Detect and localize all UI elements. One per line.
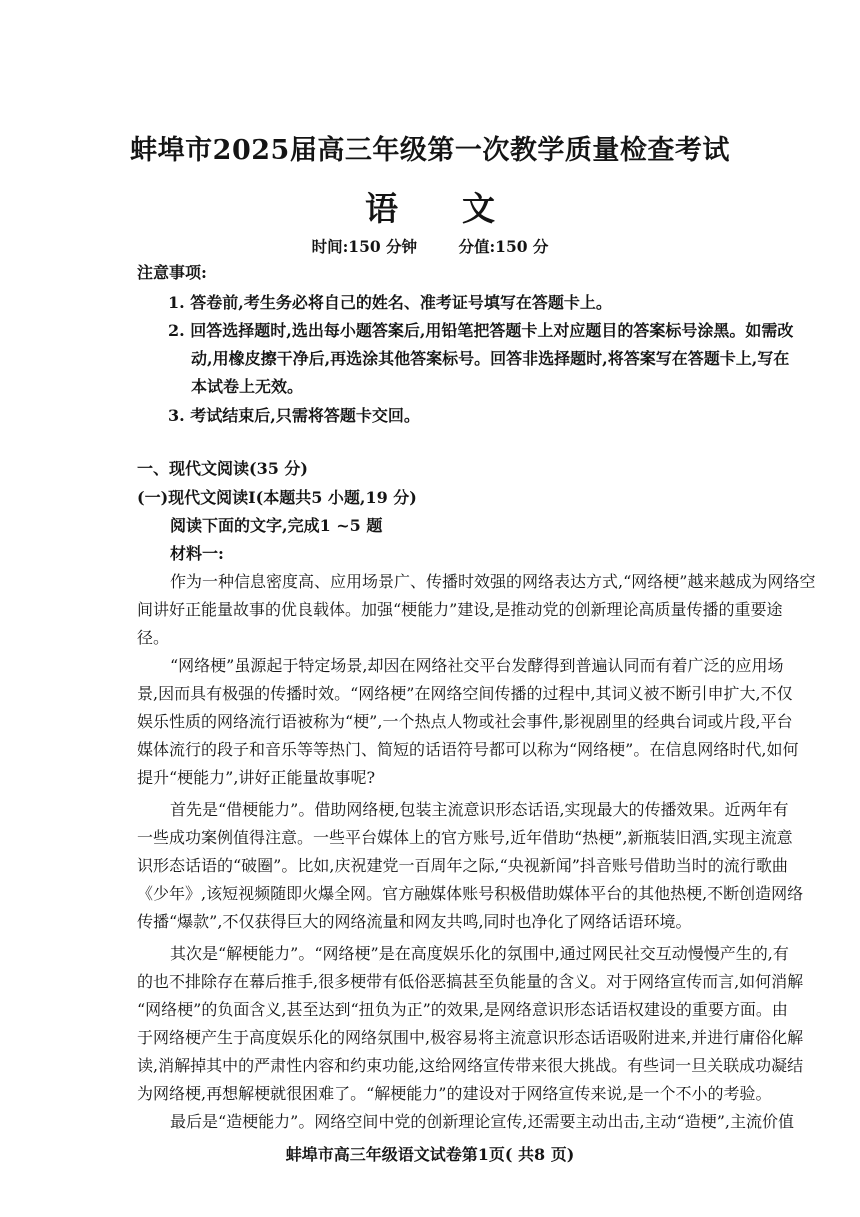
section-subheading: (一)现代文阅读Ⅰ(本题共5 小题,19 分) (137, 488, 417, 507)
passage-line: 传播“爆款”,不仅获得巨大的网络流量和网友共鸣,同时也净化了网络话语环境。 (137, 912, 692, 931)
section-instruction: 阅读下面的文字,完成1 ~5 题 (170, 516, 383, 535)
passage-line: “网络梗”的负面含义,甚至达到“扭负为正”的效果,是网络意识形态话语权建设的重要方面。由 (137, 1000, 788, 1019)
notice-item-1: 1. 答卷前,考生务必将自己的姓名、准考证号填写在答题卡上。 (168, 293, 612, 312)
material-label: 材料一: (170, 544, 224, 563)
passage-line: 景,因而具有极强的传播时效。“网络梗”在网络空间传播的过程中,其词义被不断引申扩大,不仅 (137, 684, 793, 703)
notice-heading: 注意事项: (137, 263, 207, 282)
passage-line: 为网络梗,再想解梗就很困难了。“解梗能力”的建设对于网络宣传来说,是一个不小的考验。 (137, 1084, 772, 1103)
notice-item-2: 2. 回答选择题时,选出每小题答案后,用铅笔把答题卡上对应题目的答案标号涂黑。如需改 (168, 321, 794, 340)
passage-line: 提升“梗能力”,讲好正能量故事呢? (137, 768, 376, 787)
passage-line: “网络梗”虽源起于特定场景,却因在网络社交平台发酵得到普遍认同而有着广泛的应用场 (170, 656, 784, 675)
passage-line: 最后是“造梗能力”。网络空间中党的创新理论宣传,还需要主动出击,主动“造梗”,主流价值 (170, 1112, 794, 1131)
passage-line: 首先是“借梗能力”。借助网络梗,包装主流意识形态话语,实现最大的传播效果。近两年有 (170, 800, 789, 819)
exam-time: 时间:150 分钟 (311, 237, 418, 256)
passage-line: 读,消解掉其中的严肃性内容和约束功能,这给网络宣传带来很大挑战。有些词一旦关联成功凝结 (137, 1056, 804, 1075)
notice-item-3: 3. 考试结束后,只需将答题卡交回。 (168, 406, 420, 425)
exam-meta (0, 235, 860, 257)
passage-line: 其次是“解梗能力”。“网络梗”是在高度娱乐化的氛围中,通过网民社交互动慢慢产生的,有 (170, 944, 789, 963)
passage-line: 娱乐性质的网络流行语被称为“梗”,一个热点人物或社会事件,影视剧里的经典台词或片段,平台 (137, 712, 793, 731)
passage-line: 于网络梗产生于高度娱乐化的网络氛围中,极容易将主流意识形态话语吸附进来,并进行庸俗化解 (137, 1028, 804, 1047)
notice-item-2-cont: 动,用橡皮擦干净后,再选涂其他答案标号。回答非选择题时,将答案写在答题卡上,写在 (191, 349, 790, 368)
passage-line: 作为一种信息密度高、应用场景广、传播时效强的网络表达方式,“网络梗”越来越成为网络空 (170, 572, 816, 591)
page-footer: 蚌埠市高三年级语文试卷第1页( 共8 页) (285, 1145, 575, 1164)
passage-line: 一些成功案例值得注意。一些平台媒体上的官方账号,近年借助“热梗”,新瓶装旧酒,实现主流意 (137, 828, 793, 847)
passage-line: 《少年》,该短视频随即火爆全网。官方融媒体账号积极借助媒体平台的其他热梗,不断创造网络 (137, 884, 804, 903)
passage-line: 径。 (137, 628, 170, 647)
notice-item-2-cont-2: 本试卷上无效。 (191, 377, 304, 396)
passage-line: 间讲好正能量故事的优良载体。加强“梗能力”建设,是推动党的创新理论高质量传播的重要途 (137, 600, 783, 619)
exam-title: 蚌埠市2025届高三年级第一次教学质量检查考试 (130, 135, 730, 166)
exam-score: 分值:150 分 (458, 237, 549, 256)
subject-title: 语文 (365, 189, 559, 228)
section-heading: 一、现代文阅读(35 分) (137, 459, 308, 478)
passage-line: 识形态话语的“破圈”。比如,庆祝建党一百周年之际,“央视新闻”抖音账号借助当时的流行歌曲 (137, 856, 788, 875)
passage-line: 的也不排除存在幕后推手,很多梗带有低俗恶搞甚至负能量的含义。对于网络宣传而言,如何消解 (137, 972, 804, 991)
passage-line: 媒体流行的段子和音乐等等热门、简短的话语符号都可以称为“网络梗”。在信息网络时代,如何 (137, 740, 799, 759)
